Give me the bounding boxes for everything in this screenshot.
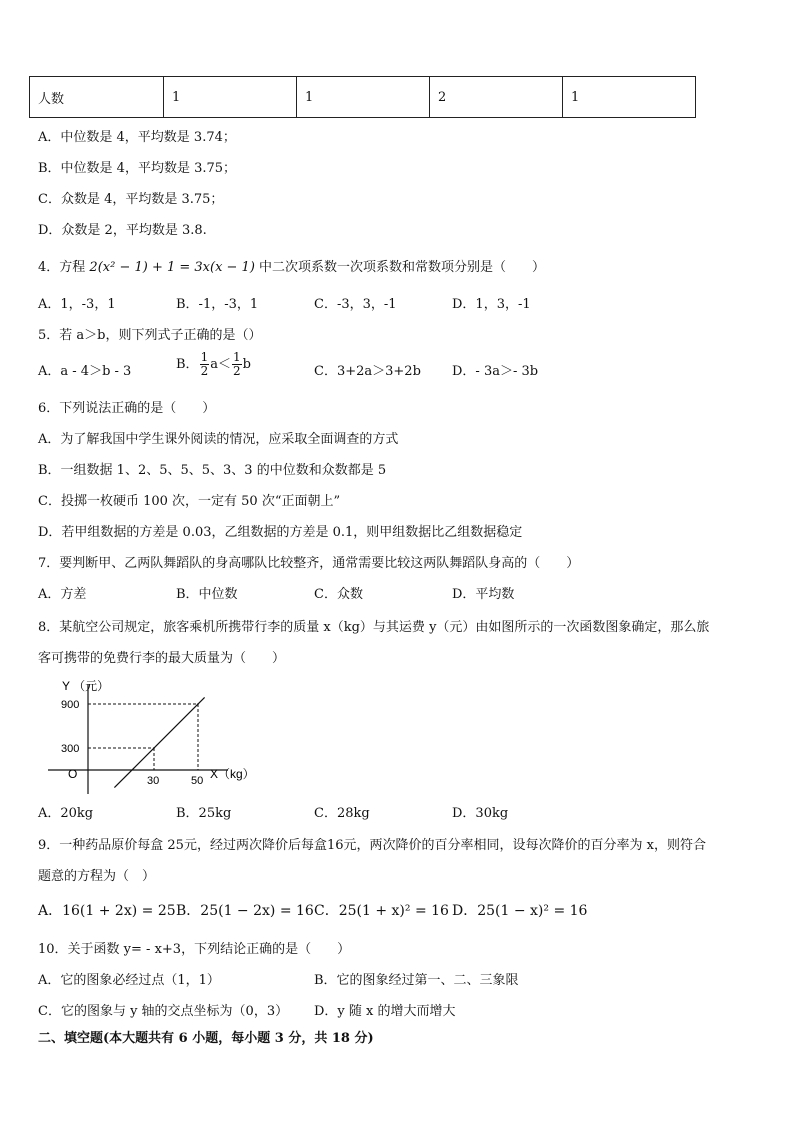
baggage-fee-chart (40, 670, 270, 795)
q10-option-c: C．它的图象与 y 轴的交点坐标为（0，3） (38, 1004, 289, 1019)
x-axis-label: X（kg） (210, 767, 255, 781)
frequency-table (29, 76, 696, 118)
data-point (153, 747, 155, 749)
q9-stem-line2: 题意的方程为（ ） (38, 869, 156, 884)
q7-option-d: D．平均数 (452, 587, 515, 602)
table-cell: 1 (164, 77, 297, 118)
data-point (197, 703, 199, 705)
q8-stem-line1: 8．某航空公司规定，旅客乘机所携带行李的质量 x（kg）与其运费 y（元）由如图所示的一次函数图象确定，那么旅 (38, 620, 710, 635)
table-cell: 1 (297, 77, 430, 118)
q4-option-c: C．-3，3，-1 (314, 297, 397, 312)
q5-option-b-prefix: B． (176, 357, 199, 372)
q9-stem-line1: 9．一种药品原价每盒 25元，经过两次降价后每盒16元，两次降价的百分率相同，设每次降价的百分率为 x，则符合 (38, 838, 706, 853)
q5-stem: 5．若 a＞b，则下列式子正确的是（） (38, 328, 262, 343)
q6-stem: 6．下列说法正确的是（ ） (38, 401, 216, 416)
q10-option-a: A．它的图象必经过点（1，1） (38, 973, 220, 988)
fraction (200, 351, 210, 378)
fraction-denominator: 2 (200, 364, 209, 378)
origin-label: O (68, 767, 78, 781)
x-tick-label: 30 (147, 775, 160, 787)
q8-option-a: A．20kg (38, 806, 94, 821)
q9-option-d: D．25(1 − x)² = 16 (452, 903, 588, 919)
q5-option-b-end: b (242, 357, 251, 372)
q3-option-d: D．众数是 2，平均数是 3.8. (38, 223, 207, 238)
q4-stem (38, 256, 545, 275)
q4-suffix: 中二次项系数一次项系数和常数项分别是（ ） (259, 260, 546, 275)
table-cell: 2 (430, 77, 563, 118)
q6-option-b: B．一组数据 1、2、5、5、5、3、3 的中位数和众数都是 5 (38, 463, 387, 478)
q5-option-c: C．3+2a＞3+2b (314, 364, 421, 379)
q4-prefix: 4．方程 (38, 260, 86, 275)
q8-option-c: C．28kg (314, 806, 370, 821)
table-cell: 人数 (30, 77, 164, 118)
x-tick-label: 50 (191, 775, 204, 787)
q7-option-c: C．众数 (314, 587, 363, 602)
y-tick-label: 300 (61, 743, 80, 756)
q3-option-b: B．中位数是 4，平均数是 3.75； (38, 161, 237, 176)
y-axis-label: Y （元） (62, 679, 110, 693)
q4-option-a: A．1，-3，1 (38, 297, 116, 312)
q8-option-d: D．30kg (452, 806, 509, 821)
q3-option-c: C．众数是 4，平均数是 3.75； (38, 192, 224, 207)
fraction-numerator: 1 (200, 350, 209, 364)
section-heading: 二、填空题(本大题共有 6 小题，每小题 3 分，共 18 分) (38, 1031, 374, 1046)
fraction-denominator: 2 (232, 364, 241, 378)
table-row (30, 77, 696, 118)
q4-option-b: B．-1，-3，1 (176, 297, 259, 312)
q7-stem: 7．要判断甲、乙两队舞蹈队的身高哪队比较整齐，通常需要比较这两队舞蹈队身高的（ ） (38, 556, 580, 571)
y-tick-label: 900 (61, 699, 80, 712)
q5-option-a: A．a - 4＞b - 3 (38, 364, 132, 379)
q4-equation: 2(x² − 1) + 1 = 3x(x − 1) (89, 260, 255, 275)
q9-option-a: A．16(1 + 2x) = 25 (38, 903, 176, 919)
q6-option-a: A．为了解我国中学生课外阅读的情况，应采取全面调查的方式 (38, 432, 399, 447)
q4-option-d: D．1，3，-1 (452, 297, 531, 312)
fraction-numerator: 1 (232, 350, 241, 364)
q9-option-b: B．25(1 − 2x) = 16 (176, 903, 314, 919)
fraction (232, 351, 242, 378)
q10-stem: 10．关于函数 y= - x+3，下列结论正确的是（ ） (38, 942, 351, 957)
q7-option-b: B．中位数 (176, 587, 238, 602)
q9-option-c: C．25(1 + x)² = 16 (314, 903, 449, 919)
q5-option-b-mid: a＜ (210, 357, 231, 372)
q6-option-c: C．投掷一枚硬币 100 次，一定有 50 次“正面朝上” (38, 494, 341, 509)
q10-option-d: D．y 随 x 的增大而增大 (314, 1004, 456, 1019)
q10-option-b: B．它的图象经过第一、二、三象限 (314, 973, 519, 988)
q8-option-b: B．25kg (176, 806, 232, 821)
table-cell: 1 (563, 77, 696, 118)
q5-option-d: D．- 3a＞- 3b (452, 364, 539, 379)
q3-option-a: A．中位数是 4，平均数是 3.74； (38, 130, 236, 145)
q6-option-d: D．若甲组数据的方差是 0.03，乙组数据的方差是 0.1，则甲组数据比乙组数据稳定 (38, 525, 523, 540)
q7-option-a: A．方差 (38, 587, 87, 602)
q5-option-b (176, 351, 251, 378)
q8-stem-line2: 客可携带的免费行李的最大质量为（ ） (38, 651, 286, 666)
